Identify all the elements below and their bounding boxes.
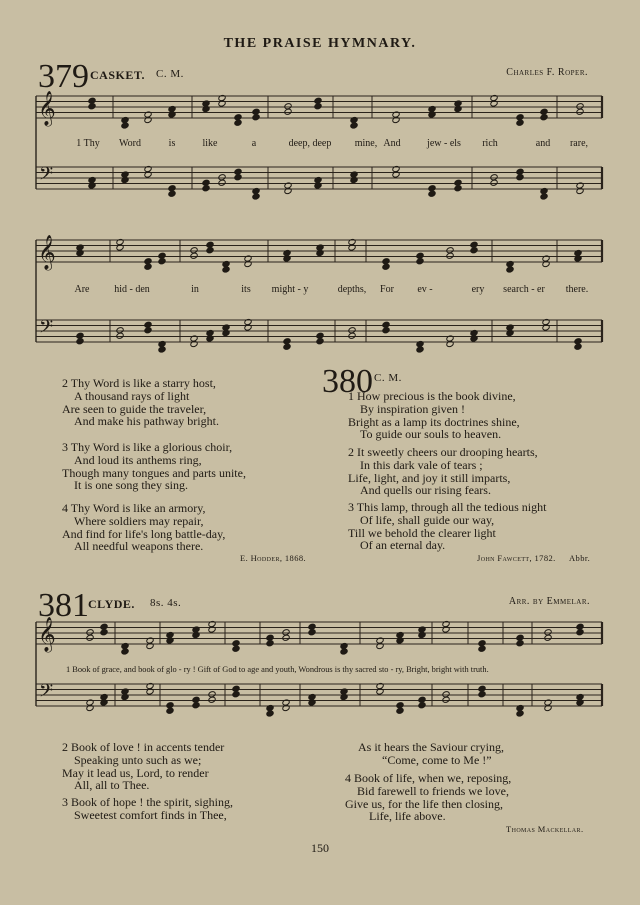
page-number: 150 xyxy=(311,841,329,855)
hymn-379-sys1-note-bass xyxy=(516,174,524,181)
hymn-379-sys2-note-treble xyxy=(542,260,550,267)
hymn-379-sys2-note-treble xyxy=(316,249,324,256)
hymn-379-line2-syllable: For xyxy=(380,284,394,295)
hymn-379-sys2-note-bass xyxy=(506,329,514,336)
hymn-379-sys1-note-treble xyxy=(314,103,322,110)
hymn-379-sys1-note-bass xyxy=(490,179,498,186)
hymn-379-sys1-note-treble xyxy=(540,114,548,121)
hymn-379-sys2-note-bass xyxy=(382,327,390,334)
hymn-379-line1-syllable: and xyxy=(535,138,551,149)
hymn-381-note-treble xyxy=(544,634,552,641)
hymn-380-verse-3: 3 This lamp, through all the tedious night Of life, shall guide our way, Till we behold the clearer light Of an eternal day. xyxy=(348,500,547,553)
hymn-381-note-treble xyxy=(478,645,486,652)
hymn-381-note-bass xyxy=(192,702,200,709)
hymn-379-sys2-note-treble xyxy=(158,258,166,265)
hymn-379-sys2-note-bass xyxy=(316,338,324,345)
hymn-381-note-bass xyxy=(544,704,552,711)
hymn-381-note-bass xyxy=(100,699,108,706)
hymn-379-sys1-note-bass xyxy=(576,187,584,194)
hymn-381-note-bass xyxy=(308,699,316,706)
hymn-379-sys2-note-treble xyxy=(116,244,124,251)
hymn-379-sys1-note-bass xyxy=(88,182,96,189)
hymn-379-line1-syllable: is xyxy=(168,138,176,149)
hymn-381-note-bass xyxy=(282,704,290,711)
hymn-379-sys1-note-bass xyxy=(392,171,400,178)
hymn-379-verse-4: 4 Thy Word is like an armory, Where soldiers may repair, And find for life's long battle-day, All needful weapons there. xyxy=(62,501,226,554)
hymn-379-line1-syllable: mine, xyxy=(354,138,378,149)
hymn-381-note-treble xyxy=(266,640,274,647)
hymn-381-verse-3: 3 Book of hope ! the spirit, sighing, Sweetest comfort finds in Thee, xyxy=(62,795,233,822)
hymn-379-tune: CASKET. xyxy=(90,68,145,82)
hymn-381-note-treble xyxy=(442,626,450,633)
hymn-381-bass-clef-icon: 𝄢 xyxy=(39,681,54,706)
hymn-379-sys1-note-treble xyxy=(88,103,96,110)
hymn-379-sys1-note-bass xyxy=(314,182,322,189)
hymn-379-sys1-note-bass xyxy=(218,179,226,186)
hymn-381-note-bass xyxy=(232,691,240,698)
hymn-381-note-treble xyxy=(208,626,216,633)
hymn-381-note-bass xyxy=(442,696,450,703)
hymn-379-sys2-note-bass xyxy=(542,324,550,331)
hymn-379-sys2-note-treble xyxy=(470,247,478,254)
hymn-379-sys2-note-bass xyxy=(574,343,582,350)
hymn-381-treble-clef-icon: 𝄞 xyxy=(38,617,56,652)
hymn-381-note-bass xyxy=(266,710,274,717)
hymn-379-sys1-note-treble xyxy=(284,108,292,115)
hymn-380-author-note: Abbr. xyxy=(569,553,591,563)
hymn-379-author: E. Hodder, 1868. xyxy=(240,553,307,563)
hymn-379-sys1-note-treble xyxy=(454,105,462,112)
hymn-379-line1-syllable: And xyxy=(383,138,401,149)
hymn-381-note-bass xyxy=(396,707,404,714)
hymn-379-sys2-note-bass xyxy=(222,329,230,336)
hymn-379-sys1-note-bass xyxy=(540,193,548,200)
hymn-379-sys2-note-bass xyxy=(190,340,198,347)
hymn-381-verse-4: 4 Book of life, when we, reposing, Bid farewell to friends we love, Give us, for the life then closing, Life, life above. xyxy=(345,771,512,824)
hymn-381-note-treble xyxy=(232,645,240,652)
hymn-380-number: 380 xyxy=(322,363,373,400)
hymn-381-note-treble xyxy=(100,629,108,636)
hymn-379-line2-syllable: there. xyxy=(565,284,589,295)
hymn-381-meter: 8s. 4s. xyxy=(150,597,182,609)
hymn-379-sys2-note-treble xyxy=(283,255,291,262)
hymn-379-sys1-note-treble xyxy=(121,122,129,129)
hymn-379-sys1-note-treble xyxy=(350,122,358,129)
hymn-379-sys2-note-treble xyxy=(244,260,252,267)
hymn-379-line2-syllable: depths, xyxy=(337,284,367,295)
hymn-379-sys1-note-treble xyxy=(218,100,226,107)
hymn-381-note-bass xyxy=(376,688,384,695)
hymn-379-sys2-note-bass xyxy=(144,327,152,334)
hymn-379-number: 379 xyxy=(38,58,89,95)
hymn-381-note-bass xyxy=(478,691,486,698)
hymn-379-sys1-note-bass xyxy=(234,174,242,181)
hymn-379-sys1-note-treble xyxy=(428,111,436,118)
hymn-381-note-treble xyxy=(418,631,426,638)
hymn-379-line2-syllable: might - y xyxy=(271,284,309,295)
hymn-379-sys1-note-treble xyxy=(516,119,524,126)
hymn-379-sys2-note-bass xyxy=(470,335,478,342)
hymn-379-sys2-note-treble xyxy=(506,266,514,273)
hymn-379-line2-syllable: in xyxy=(191,284,199,295)
hymn-379-verse-2: 2 Thy Word is like a starry host, A thousand rays of light Are seen to guide the traveler, And make his pathway bright. xyxy=(62,376,219,429)
hymn-381-note-treble xyxy=(282,634,290,641)
hymn-379-line2-syllable: hid - den xyxy=(114,284,150,295)
hymn-379-sys1-note-bass xyxy=(168,190,176,197)
hymn-379-sys2-note-bass xyxy=(283,343,291,350)
hymn-381-note-bass xyxy=(340,693,348,700)
hymn-379-sys1-note-bass xyxy=(202,185,210,192)
hymn-379-sys2-note-bass xyxy=(116,332,124,339)
hymn-381-note-bass xyxy=(576,699,584,706)
hymn-379-line2-syllable: search - er xyxy=(503,284,545,295)
hymn-379-sys2-note-treble xyxy=(574,255,582,262)
hymn-379-sys1-note-bass xyxy=(252,193,260,200)
hymn-381-number: 381 xyxy=(38,587,89,624)
hymn-379-line1-syllable: rare, xyxy=(569,138,589,149)
hymn-379-line1-syllable: rich xyxy=(482,138,498,149)
hymn-379-line1-syllable: deep, deep xyxy=(288,138,332,149)
hymn-379-sys1-note-bass xyxy=(144,171,152,178)
hymn-379-sys2-note-treble xyxy=(348,244,356,251)
hymn-379-sys1-bass-clef-icon: 𝄢 xyxy=(39,164,54,189)
hymn-379-sys1-note-bass xyxy=(284,187,292,194)
hymn-381-note-bass xyxy=(516,710,524,717)
hymn-379-sys2-note-treble xyxy=(222,266,230,273)
hymn-379-sys2-note-bass xyxy=(158,346,166,353)
hymn-379-verse-3: 3 Thy Word is like a glorious choir, And loud its anthems ring, Though many tongues and parts unite, It is one song they sing. xyxy=(62,440,246,493)
hymn-381-author: Thomas Mackellar. xyxy=(506,824,584,834)
hymn-379-sys1-treble-clef-icon: 𝄞 xyxy=(38,91,56,126)
hymn-379-sys2-treble-clef-icon: 𝄞 xyxy=(38,235,56,270)
hymn-379-sys1-note-bass xyxy=(350,176,358,183)
hymn-379-sys2-note-treble xyxy=(76,249,84,256)
hymn-381-note-bass xyxy=(146,688,154,695)
hymn-379-sys1-note-treble xyxy=(202,105,210,112)
hymn-379-sys1-note-treble xyxy=(234,119,242,126)
hymn-379-sys2-note-treble xyxy=(382,263,390,270)
hymn-381-note-treble xyxy=(340,648,348,655)
hymn-379-sys1-note-bass xyxy=(428,190,436,197)
hymn-379-sys1-note-treble xyxy=(392,116,400,123)
hymn-380-author: John Fawcett, 1782. xyxy=(477,553,556,563)
hymn-381-note-treble xyxy=(121,648,129,655)
hymn-380-verse-2: 2 It sweetly cheers our drooping hearts, In this dark vale of tears ; Life, light, and joy it still imparts, And quells our rising fears. xyxy=(348,445,538,498)
hymn-379-sys2-note-bass xyxy=(348,332,356,339)
hymn-381-note-treble xyxy=(192,631,200,638)
hymn-379-lyrics-1 xyxy=(0,138,640,150)
hymn-381-note-treble xyxy=(308,629,316,636)
hymn-381-verse-2: 2 Book of love ! in accents tender Speaking unto such as we; May it lead us, Lord, to render All, all to Thee. xyxy=(62,740,225,793)
hymn-379-composer: Charles F. Roper. xyxy=(506,67,588,78)
hymn-379-sys2-note-treble xyxy=(416,258,424,265)
hymn-379-sys2-note-bass xyxy=(206,335,214,342)
hymn-381-note-treble xyxy=(516,640,524,647)
hymn-381-note-treble xyxy=(86,634,94,641)
hymn-379-sys2-note-bass xyxy=(244,324,252,331)
hymn-379-sys1-note-bass xyxy=(454,185,462,192)
hymn-379-line2-syllable: Are xyxy=(74,284,90,295)
hymn-381-lyrics: 1 Book of grace, and book of glo - ry ! Gift of God to age and youth, Wondrous is thy sacred sto - ry, Bright, bright with truth. xyxy=(66,665,489,674)
hymn-379-sys1-note-treble xyxy=(168,111,176,118)
hymn-380-meter: C. M. xyxy=(374,372,402,384)
hymn-379-line1-syllable: jew - els xyxy=(427,138,461,149)
hymn-379-sys2-note-bass xyxy=(416,346,424,353)
hymn-379-sys1-note-bass xyxy=(121,176,129,183)
hymn-379-sys2-note-treble xyxy=(206,247,214,254)
hymn-379-line2-syllable: ev - xyxy=(417,284,433,295)
hymn-381-tune: CLYDE. xyxy=(88,597,135,611)
hymn-379-sys1-note-treble xyxy=(144,116,152,123)
hymn-379-sys2-note-treble xyxy=(144,263,152,270)
hymn-379-line2-syllable: ery xyxy=(471,284,485,295)
hymn-381-note-bass xyxy=(166,707,174,714)
hymn-381-note-bass xyxy=(208,696,216,703)
hymn-379-line1-syllable: 1 Thy xyxy=(76,138,100,149)
hymn-379-line1-syllable: Word xyxy=(119,138,141,149)
hymn-379-sys1-note-treble xyxy=(490,100,498,107)
hymn-381-note-treble xyxy=(576,629,584,636)
hymn-379-sys1-note-treble xyxy=(252,114,260,121)
hymn-381-note-treble xyxy=(146,642,154,649)
hymn-381-note-treble xyxy=(396,637,404,644)
hymn-379-meter: C. M. xyxy=(156,68,184,80)
running-head: THE PRAISE HYMNARY. xyxy=(223,36,417,51)
hymn-379-sys1-note-treble xyxy=(576,108,584,115)
hymn-379-sys2-note-treble xyxy=(446,252,454,259)
hymn-379-line1-syllable: a xyxy=(251,138,257,149)
hymn-379-lyrics-2 xyxy=(0,284,640,296)
hymn-381-arranger: Arr. by Emmelar. xyxy=(508,596,590,607)
hymn-379-sys2-note-treble xyxy=(190,252,198,259)
hymn-379-sys2-bass-clef-icon: 𝄢 xyxy=(39,317,54,342)
hymn-379-line1-syllable: like xyxy=(202,138,218,149)
hymn-381-note-treble xyxy=(166,637,174,644)
hymn-381-verse-3-cont: As it hears the Saviour crying, “Come, come to Me !” xyxy=(358,740,504,767)
hymn-379-sys2-note-bass xyxy=(446,340,454,347)
hymn-381-note-bass xyxy=(418,702,426,709)
hymn-381-note-bass xyxy=(86,704,94,711)
hymn-380-verse-1: 1 How precious is the book divine, By inspiration given ! Bright as a lamp its doctrines shine, To guide our souls to heaven. xyxy=(348,389,520,442)
hymn-381-note-bass xyxy=(121,693,129,700)
hymn-379-line2-syllable: its xyxy=(241,284,251,295)
hymn-379-sys2-note-bass xyxy=(76,338,84,345)
hymn-381-note-treble xyxy=(376,642,384,649)
